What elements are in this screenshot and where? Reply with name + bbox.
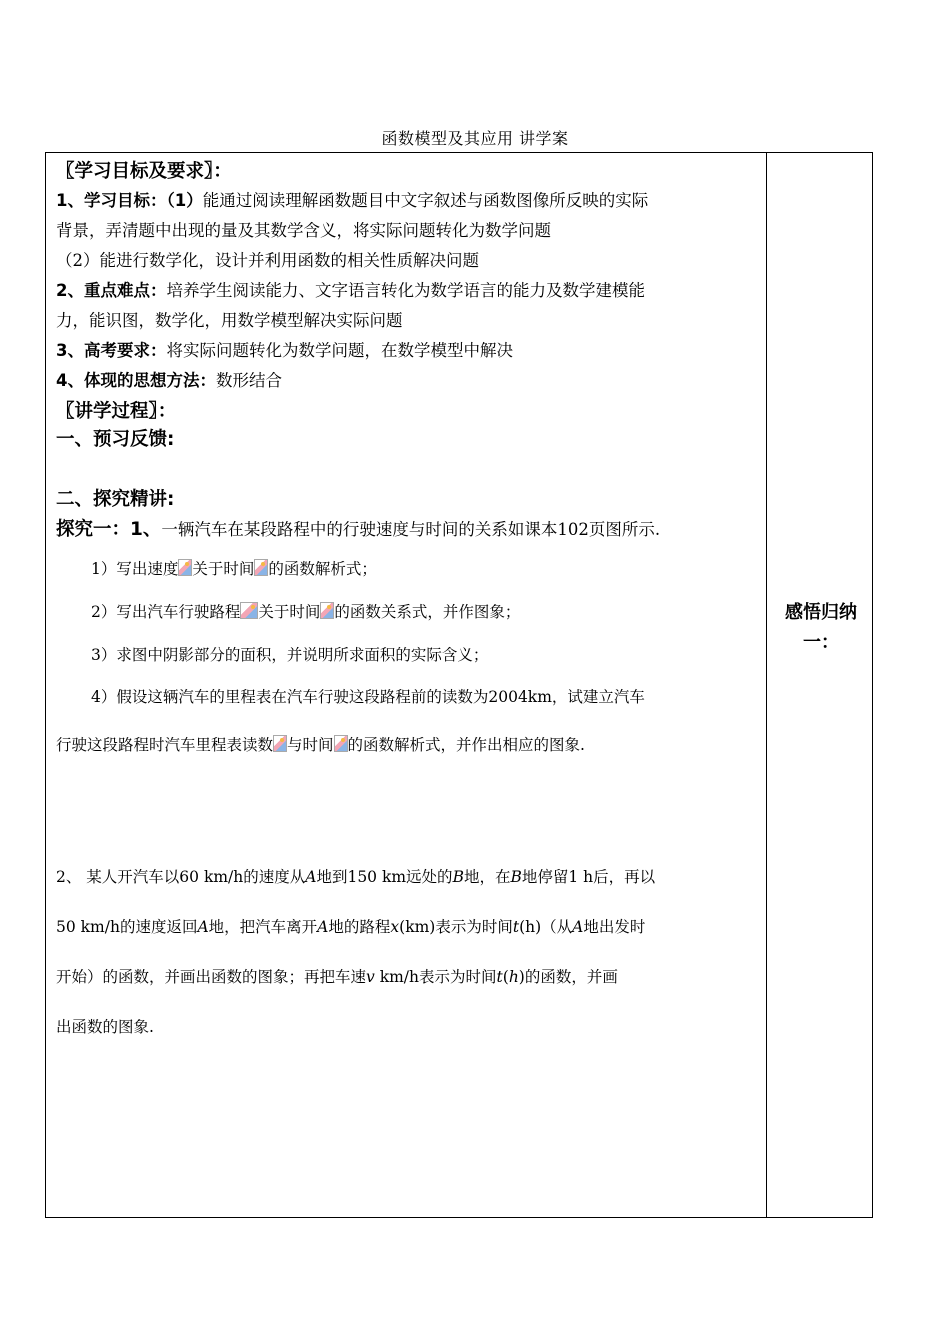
difficulty-line-1	[56, 277, 645, 301]
method-text: 数形结合	[215, 371, 282, 390]
var-A: A	[317, 918, 329, 936]
question-2	[91, 600, 520, 622]
goal-label: 1、学习目标：（1）	[56, 191, 203, 210]
goal-line-3: （2）能进行数学化，设计并利用函数的相关性质解决问题	[56, 251, 479, 270]
broken-image-icon	[273, 735, 287, 752]
var-h: h	[508, 968, 519, 986]
var-v: v	[366, 968, 375, 986]
explore-heading: 二、探究精讲:	[56, 489, 175, 510]
q1-text-c: 的函数解析式；	[268, 560, 377, 578]
var-t: t	[496, 968, 503, 986]
e2-l2-d: (km)表示为时间	[399, 918, 513, 936]
lesson-table	[45, 152, 873, 1218]
difficulty-label: 2、重点难点：	[56, 281, 167, 300]
explore1-intro-line	[56, 515, 660, 541]
question-3: 3）求图中阴影部分的面积，并说明所求面积的实际含义；	[91, 646, 489, 664]
q4-text-b: 与时间	[287, 736, 334, 754]
exam-line	[56, 337, 513, 361]
goal-line-2: 背景，弄清题中出现的量及其数学含义，将实际问题转化为数学问题	[56, 221, 551, 240]
question-4-line-1: 4）假设这辆汽车的里程表在汽车行驶这段路程前的读数为2004km，试建立汽车	[91, 688, 645, 706]
broken-image-icon	[178, 559, 192, 576]
e2-l2-b: 地，把汽车离开	[208, 918, 318, 936]
var-t: t	[512, 918, 520, 936]
e2-l1-a: 2、 某人开汽车以60 km/h的速度从	[56, 868, 306, 886]
difficulty-text-a: 培养学生阅读能力、文字语言转化为数学语言的能力及数学建模能	[166, 281, 645, 300]
explore2-line-4: 出函数的图象.	[56, 1018, 154, 1036]
exam-label: 3、高考要求：	[56, 341, 167, 360]
method-line	[56, 367, 282, 391]
explore2-line-2	[56, 915, 645, 937]
e2-l1-d: 地停留1 h后，再以	[521, 868, 656, 886]
q4-text-c: 的函数解析式，并作出相应的图象.	[347, 736, 585, 754]
e2-l3-a: 开始）的函数，并画出函数的图象；再把车速	[56, 968, 367, 986]
e2-l1-c: 地，在	[463, 868, 511, 886]
e2-l2-f: 地出发时	[583, 918, 646, 936]
broken-image-icon	[254, 559, 268, 576]
q2-text-b: 关于时间	[258, 603, 321, 621]
broken-image-icon	[320, 602, 334, 619]
column-divider	[766, 153, 767, 1217]
e2-l3-b: km/h表示为时间	[374, 968, 497, 986]
var-B: B	[510, 868, 522, 886]
explore1-intro: 一辆汽车在某段路程中的行驶速度与时间的关系如课本102页图所示.	[161, 520, 661, 539]
explore2-line-3	[56, 965, 618, 987]
process-heading: 〖讲学过程〗：	[56, 401, 177, 422]
e2-l2-a: 50 km/h的速度返回	[56, 918, 198, 936]
q1-text-b: 关于时间	[192, 560, 255, 578]
difficulty-line-2: 力，能识图，数学化，用数学模型解决实际问题	[56, 311, 403, 330]
document-title: 函数模型及其应用 讲学案	[381, 129, 569, 148]
var-A: A	[305, 868, 317, 886]
var-A: A	[197, 918, 209, 936]
e2-l1-b: 地到150 km远处的	[316, 868, 453, 886]
goal-line-1	[56, 187, 648, 211]
q2-text-c: 的函数关系式，并作图象；	[334, 603, 521, 621]
question-4-line-2	[56, 733, 585, 755]
var-B: B	[452, 868, 464, 886]
explore1-label: 探究一：1、	[56, 519, 162, 540]
method-label: 4、体现的思想方法：	[56, 371, 216, 390]
question-1	[91, 557, 377, 579]
reflection-column	[776, 598, 866, 658]
e2-l2-e: (h)（从	[519, 918, 573, 936]
q4-text-a: 行驶这段路程时汽车里程表读数	[56, 736, 274, 754]
e2-l2-c: 地的路程	[328, 918, 391, 936]
reflection-title: 感悟归纳	[785, 602, 857, 623]
goal-text-a: 能通过阅读理解函数题目中文字叙述与函数图像所反映的实际	[202, 191, 649, 210]
preview-heading: 一、预习反馈:	[56, 429, 175, 450]
q2-text-a: 2）写出汽车行驶路程	[91, 603, 241, 621]
e2-l3-c: (	[502, 968, 509, 986]
q1-text-a: 1）写出速度	[91, 560, 179, 578]
explore2-line-1	[56, 865, 655, 887]
e2-l3-d: )的函数，并画	[518, 968, 618, 986]
objectives-heading: 〖学习目标及要求〗：	[56, 161, 232, 182]
exam-text: 将实际问题转化为数学问题，在数学模型中解决	[166, 341, 513, 360]
var-x: x	[390, 918, 400, 936]
reflection-number: 一：	[803, 632, 839, 653]
var-A: A	[572, 918, 584, 936]
broken-image-icon	[240, 602, 258, 619]
broken-image-icon	[334, 735, 348, 752]
